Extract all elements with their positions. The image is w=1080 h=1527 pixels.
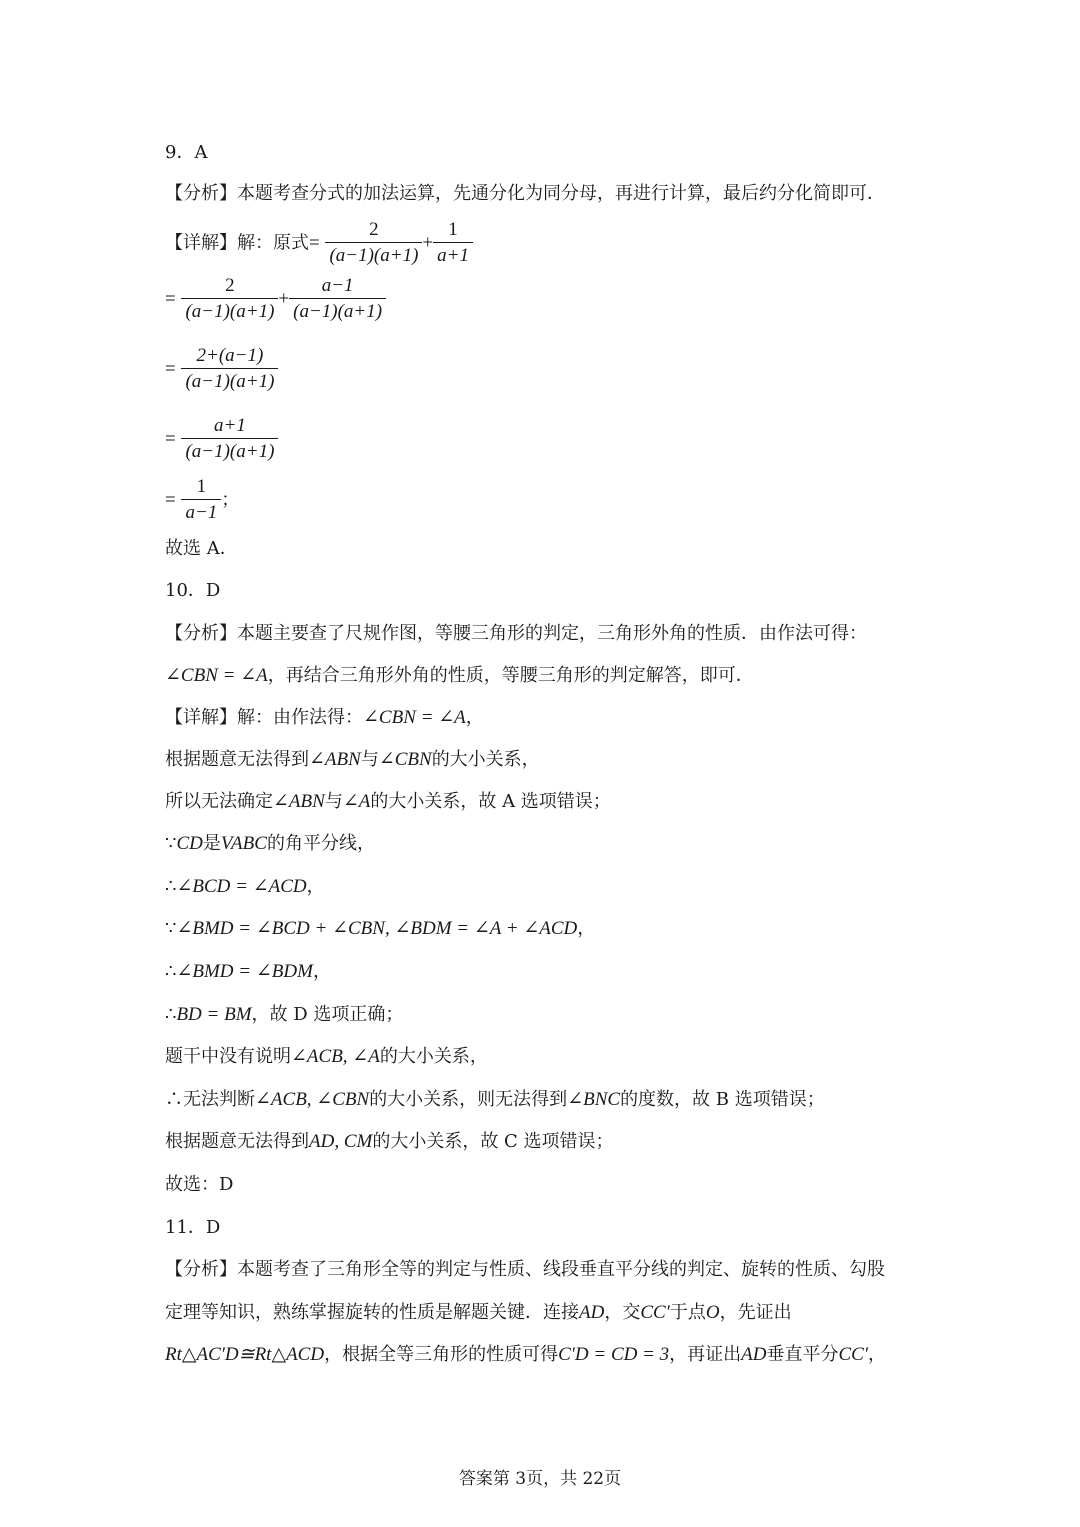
q10-line-3-c: 的角平分线， <box>266 833 375 854</box>
q9-step-4-eq: = <box>165 428 176 450</box>
q10-line-9-a: ∴无法判断 <box>165 1089 255 1110</box>
q10-line-9 <box>165 1088 825 1112</box>
q10-line-1-m1: ∠ABN <box>309 749 361 770</box>
q10-line-2-c: 的大小关系，故 A 选项错误； <box>370 791 611 812</box>
q10-title: 10．D <box>165 580 221 601</box>
q11-a3-m1: Rt△AC′D≅Rt△ACD <box>165 1344 325 1365</box>
q10-line-3 <box>165 832 375 856</box>
q9-step-4-frac <box>181 414 278 465</box>
q10-detail-intro: 解：由作法得： <box>237 707 363 728</box>
q9-step-2-num-2: a−1 <box>321 275 354 296</box>
q10-line-3-b: 是 <box>202 833 221 854</box>
q9-frac-2-den: a+1 <box>433 242 473 269</box>
q9-step-5-num: 1 <box>196 476 207 497</box>
q10-line-10 <box>165 1130 614 1154</box>
q9-plus: + <box>422 232 434 254</box>
q9-step-3-num: 2+(a−1) <box>196 345 264 366</box>
q11-a2-c: 于点 <box>669 1302 706 1323</box>
q10-line-8 <box>165 1045 488 1069</box>
q9-step-5-den: a−1 <box>181 499 221 526</box>
q9-title: 9．A <box>165 142 208 163</box>
q10-line-5 <box>165 917 595 941</box>
q10-conclusion: 故选：D <box>165 1174 234 1195</box>
q10-line-9-m1: ∠ACB, ∠CBN <box>255 1089 370 1110</box>
q9-step-5-eq: = <box>165 489 176 511</box>
q10-line-1 <box>165 748 540 772</box>
q11-analysis-3 <box>165 1343 886 1367</box>
q10-line-1-a: 根据题意无法得到 <box>165 749 309 770</box>
q10-detail-tag: 【详解】 <box>165 707 237 728</box>
q10-line-3-m1: CD <box>176 833 203 854</box>
q11-analysis-tag: 【分析】 <box>165 1259 237 1280</box>
q11-a3-c: 垂直平分 <box>766 1344 839 1365</box>
q10-line-2-m1: ∠ABN <box>273 791 325 812</box>
q10-line-1-m2: ∠CBN <box>378 749 432 770</box>
q10-line-7-c: ，故 D 选项正确； <box>251 1004 404 1025</box>
q10-line-10-m: AD, CM <box>309 1131 373 1152</box>
q11-analysis-text: 本题考查了三角形全等的判定与性质、线段垂直平分线的判定、旋转的性质、勾股 <box>237 1259 885 1280</box>
q10-line-2 <box>165 790 611 814</box>
q10-line-10-c: 的大小关系，故 C 选项错误； <box>372 1131 614 1152</box>
q9-step-2-eq: = <box>165 288 176 310</box>
q10-line-5-m: ∠BMD = ∠BCD + ∠CBN, ∠BDM = ∠A + ∠ACD <box>176 918 578 939</box>
q10-line-7 <box>165 1003 403 1027</box>
q10-detail-tail: ， <box>465 707 484 728</box>
page-footer: 答案第 3页，共 22页 <box>458 1469 622 1489</box>
q11-a2-m3: O <box>705 1302 720 1323</box>
q10-detail-math: ∠CBN = ∠A <box>363 707 466 728</box>
q11-a3-d: ， <box>868 1344 887 1365</box>
q10-line-4 <box>165 875 325 899</box>
q9-step-2-plus: + <box>278 288 290 310</box>
q10-analysis-tag: 【分析】 <box>165 623 237 644</box>
q10-line-4-c: ， <box>306 876 325 897</box>
q9-step-2-den-1: (a−1)(a+1) <box>181 298 278 325</box>
q11-analysis-2 <box>165 1301 792 1325</box>
q9-analysis-tag: 【分析】 <box>165 183 237 204</box>
q10-line-1-b: 与 <box>360 749 379 770</box>
q9-step-3-frac <box>181 344 278 395</box>
q10-line-10-a: 根据题意无法得到 <box>165 1131 309 1152</box>
q10-line-6-therefore: ∴ <box>165 961 177 982</box>
q10-line-2-b: 与 <box>324 791 343 812</box>
q10-line-5-because: ∵ <box>165 918 177 939</box>
q9-step-3 <box>165 344 278 395</box>
q10-line-2-a: 所以无法确定 <box>165 791 273 812</box>
q11-a2-m2: CC′ <box>640 1302 670 1323</box>
q11-analysis <box>165 1258 885 1282</box>
q9-step-2-frac-2 <box>289 274 386 325</box>
q9-step-2-den-2: (a−1)(a+1) <box>289 298 386 325</box>
q10-line-8-m: ∠ACB, ∠A <box>291 1046 380 1067</box>
q9-step-5-frac <box>181 475 221 526</box>
q9-analysis <box>165 182 885 206</box>
q11-a3-a: ，根据全等三角形的性质可得 <box>324 1344 559 1365</box>
q9-step-2 <box>165 274 386 325</box>
q9-analysis-text: 本题考查分式的加法运算，先通分化为同分母，再进行计算，最后约分化简即可． <box>237 183 885 204</box>
q9-step-4-den: (a−1)(a+1) <box>181 438 278 465</box>
q9-step-5 <box>165 475 239 526</box>
q11-a2-m1: AD <box>579 1302 605 1323</box>
q10-line-9-c: 的度数，故 B 选项错误； <box>620 1089 825 1110</box>
q11-a3-b: ，再证出 <box>669 1344 742 1365</box>
q10-line-3-m2: VABC <box>220 833 267 854</box>
q9-step-3-eq: = <box>165 358 176 380</box>
q10-line-1-c: 的大小关系， <box>431 749 540 770</box>
q11-a2-b: ，交 <box>604 1302 641 1323</box>
q11-a2-a: 定理等知识，熟练掌握旋转的性质是解题关键．连接 <box>165 1302 579 1323</box>
q10-line-8-a: 题干中没有说明 <box>165 1046 291 1067</box>
q9-detail-tag: 【详解】 <box>165 232 237 254</box>
q11-a3-m2: C′D = CD = 3 <box>558 1344 670 1365</box>
q10-detail <box>165 706 484 730</box>
q9-detail-intro: 解：原式 <box>237 232 309 254</box>
q10-line-6-c: ， <box>312 961 331 982</box>
q10-line-7-therefore: ∴ <box>165 1004 177 1025</box>
q10-analysis-2-math: ∠CBN = ∠A <box>165 665 268 686</box>
q10-line-4-m: ∠BCD = ∠ACD <box>176 876 307 897</box>
q10-line-8-c: 的大小关系， <box>379 1046 488 1067</box>
q10-analysis-2-text: ，再结合三角形外角的性质，等腰三角形的判定解答，即可． <box>267 665 754 686</box>
q10-line-9-m2: ∠BNC <box>567 1089 621 1110</box>
q9-step-2-frac-1 <box>181 274 278 325</box>
q10-analysis <box>165 622 867 646</box>
q9-eq: = <box>309 232 320 254</box>
q9-frac-2-num: 1 <box>448 219 458 240</box>
q9-step-4-num: a+1 <box>214 415 246 436</box>
q10-line-9-b: 的大小关系，则无法得到 <box>369 1089 568 1110</box>
q9-step-4 <box>165 414 278 465</box>
q9-frac-1-den: (a−1)(a+1) <box>325 242 422 269</box>
q9-frac-2 <box>433 218 473 269</box>
q11-a3-m4: CC′ <box>838 1344 869 1365</box>
q9-frac-1-num: 2 <box>369 219 379 240</box>
q10-line-5-c: ， <box>577 918 596 939</box>
q10-analysis-text: 本题主要查了尺规作图，等腰三角形的判定，三角形外角的性质．由作法可得： <box>237 623 867 644</box>
q10-line-7-m: BD = BM <box>176 1004 252 1025</box>
q9-step-5-tail: ； <box>221 489 240 511</box>
q11-title: 11．D <box>165 1217 221 1238</box>
q10-analysis-2 <box>165 664 754 688</box>
q9-conclusion: 故选 A． <box>165 538 238 559</box>
q10-line-2-m2: ∠A <box>342 791 371 812</box>
q10-line-6-m: ∠BMD = ∠BDM <box>176 961 313 982</box>
q9-frac-1 <box>325 218 422 269</box>
q9-step-3-den: (a−1)(a+1) <box>181 368 278 395</box>
q11-a2-d: ，先证出 <box>719 1302 792 1323</box>
q10-line-6 <box>165 960 331 984</box>
q9-detail-line <box>165 218 473 269</box>
q9-step-2-num-1: 2 <box>225 275 235 296</box>
q10-line-3-because: ∵ <box>165 833 177 854</box>
q11-a3-m3: AD <box>741 1344 767 1365</box>
q10-line-4-therefore: ∴ <box>165 876 177 897</box>
